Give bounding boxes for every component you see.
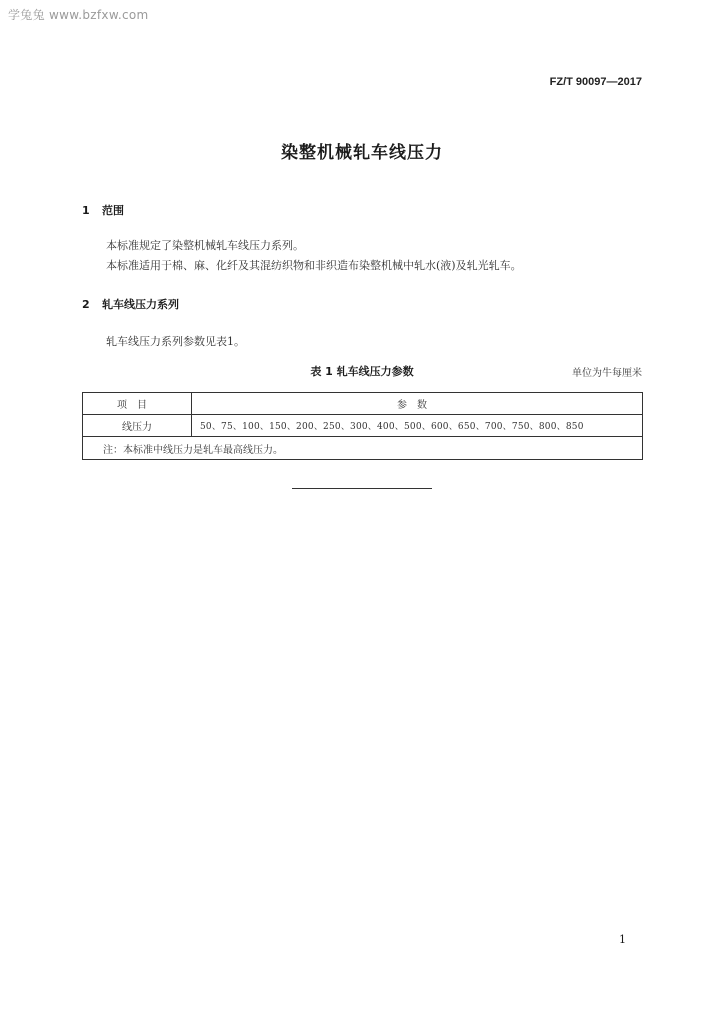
table-row	[83, 415, 643, 437]
watermark-text: 学兔兔 www.bzfxw.com	[8, 8, 149, 22]
section-title: 范围	[102, 204, 124, 217]
paragraph: 本标准适用于棉、麻、化纤及其混纺织物和非织造布染整机械中轧水(液)及轧光轧车。	[106, 259, 522, 272]
parameter-table	[82, 392, 643, 460]
cell-item: 线压力	[83, 415, 192, 437]
cell-values: 50、75、100、150、200、250、300、400、500、600、650、700、750、800、850	[192, 415, 643, 437]
section-heading-scope	[82, 202, 124, 218]
header-cell-parameter: 参数	[192, 393, 643, 415]
section-number: 2	[82, 298, 90, 311]
paragraph: 轧车线压力系列参数见表1。	[106, 335, 245, 348]
page-number: 1	[619, 933, 626, 946]
table-unit: 单位为牛每厘米	[572, 368, 642, 379]
table-header-row	[83, 393, 643, 415]
section-number: 1	[82, 204, 90, 217]
table-note: 注：本标准中线压力是轧车最高线压力。	[83, 437, 643, 460]
end-divider	[292, 488, 432, 489]
table-note-row	[83, 437, 643, 460]
section-heading-series	[82, 296, 179, 312]
table-caption: 表 1 轧车线压力参数	[310, 365, 414, 378]
header-cell-item: 项目	[83, 393, 192, 415]
document-title: 染整机械轧车线压力	[281, 143, 443, 163]
standard-number: FZ/T 90097—2017	[549, 76, 642, 88]
section-title: 轧车线压力系列	[102, 298, 179, 311]
paragraph: 本标准规定了染整机械轧车线压力系列。	[106, 239, 304, 252]
